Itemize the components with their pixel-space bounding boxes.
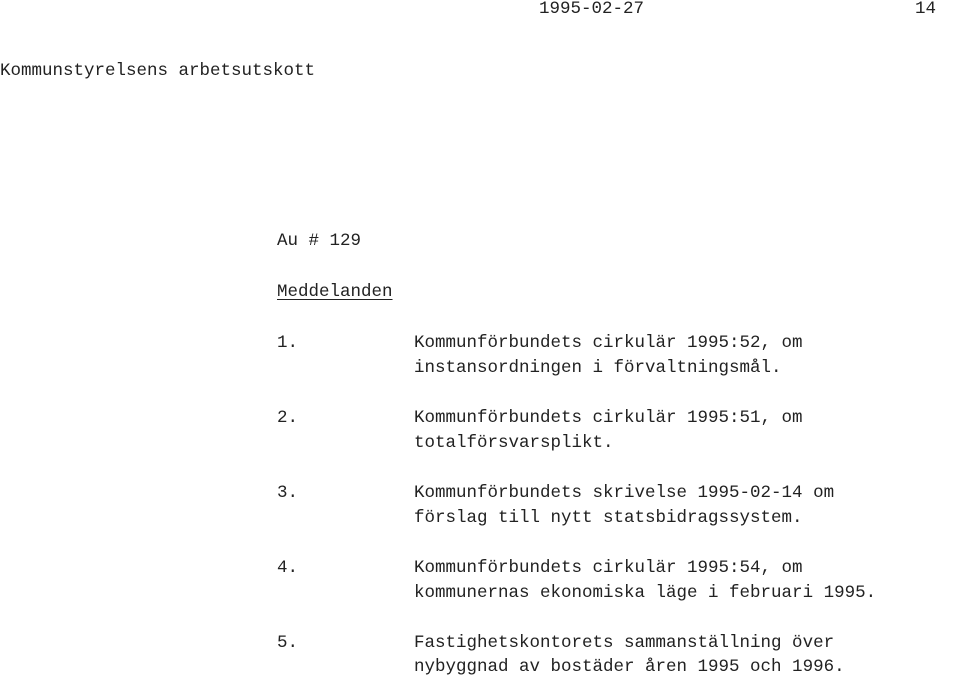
item-text-line: nybyggnad av bostäder åren 1995 och 1996. bbox=[414, 657, 845, 677]
item-text-line: totalförsvarsplikt. bbox=[414, 433, 614, 453]
item-text-line: instansordningen i förvaltningsmål. bbox=[414, 358, 782, 378]
section-title: Meddelanden bbox=[277, 282, 393, 302]
item-text-line: Kommunförbundets cirkulär 1995:54, om bbox=[414, 558, 803, 578]
item-number: 3. bbox=[277, 483, 299, 503]
item-text-line: Kommunförbundets cirkulär 1995:52, om bbox=[414, 333, 803, 353]
section-number: Au # 129 bbox=[277, 231, 362, 251]
item-number: 4. bbox=[277, 558, 299, 578]
item-text-line: Kommunförbundets skrivelse 1995-02-14 om bbox=[414, 483, 835, 503]
header-date: 1995-02-27 bbox=[539, 0, 645, 19]
page-number: 14 bbox=[915, 0, 937, 19]
item-number: 2. bbox=[277, 408, 299, 428]
item-number: 1. bbox=[277, 333, 299, 353]
item-text-line: kommunernas ekonomiska läge i februari 1995. bbox=[414, 583, 877, 603]
item-text-line: Kommunförbundets cirkulär 1995:51, om bbox=[414, 408, 803, 428]
item-number: 5. bbox=[277, 633, 299, 653]
item-text-line: förslag till nytt statsbidragssystem. bbox=[414, 508, 803, 528]
committee-name: Kommunstyrelsens arbetsutskott bbox=[0, 61, 316, 81]
item-text-line: Fastighetskontorets sammanställning över bbox=[414, 633, 835, 653]
